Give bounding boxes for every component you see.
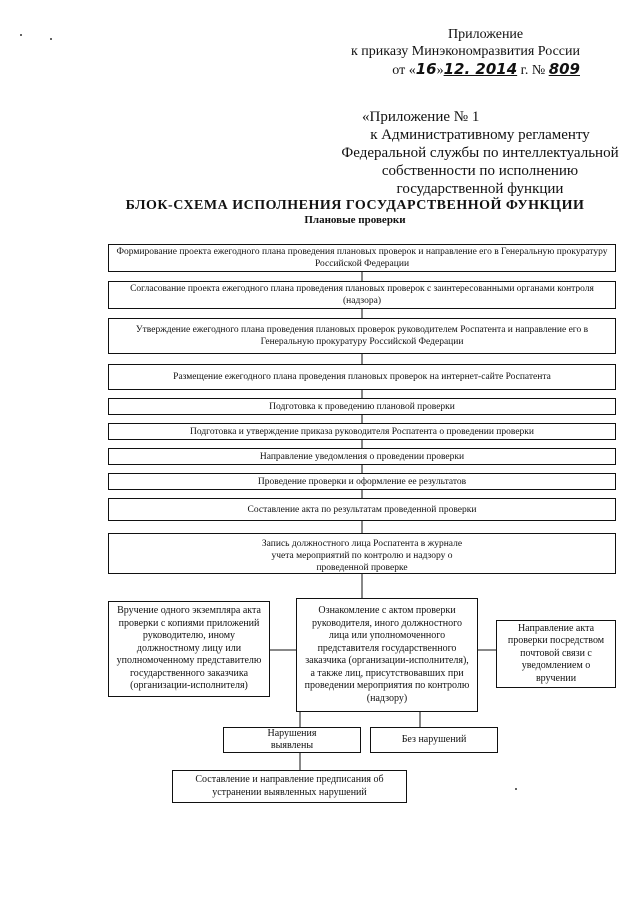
appendix-line-4: собственности по исполнению [381,163,579,179]
step-1-plan-formation: Формирование проекта ежегодного плана проведения плановых проверок и направление его в Генеральную прокуратуру Российской Федерации [108,244,616,272]
branch-left-act-delivery: Вручение одного экземпляра акта проверки с копиями приложений руководителю, иному должностному лицу или уполномоченному представителю государственного заказчика (организации-исполнителя) [108,601,270,697]
appendix-line-1: «Приложение № 1 [362,109,480,125]
appendix-line-2: к Административному регламенту [370,127,590,143]
scan-speck [515,788,517,790]
date-day: 16 [415,60,437,78]
final-step-prescription: Составление и направление предписания об устранении выявленных нарушений [172,770,407,803]
document-title: БЛОК-СХЕМА ИСПОЛНЕНИЯ ГОСУДАРСТВЕННОЙ ФУНКЦИИ [125,198,585,213]
scan-speck [20,34,22,36]
step-4-plan-publication: Размещение ежегодного плана проведения плановых проверок на интернет-сайте Роспатента [108,364,616,390]
step-3-plan-confirmation: Утверждение ежегодного плана проведения плановых проверок руководителем Роспатента и направление его в Генеральную прокуратуру Российской Федерации [108,318,616,354]
step-5-inspection-preparation: Подготовка к проведению плановой проверки [108,398,616,415]
header-line-2: к приказу Минэкономразвития России [350,44,580,59]
scan-speck [50,38,52,40]
step-2-plan-approval-with-authorities: Согласование проекта ежегодного плана проведения плановых проверок с заинтересованными органами контроля (надзора) [108,281,616,309]
step-8-conduct-inspection: Проведение проверки и оформление ее результатов [108,473,616,490]
outcome-violations-found: Нарушения выявлены [223,727,361,753]
branch-right-postal-delivery: Направление акта проверки посредством почтовой связи с уведомлением о вручении [496,620,616,688]
step-6-order-approval: Подготовка и утверждение приказа руководителя Роспатента о проведении проверки [108,423,616,440]
step-10-journal-entry: Запись должностного лица Роспатента в журнале учета мероприятий по контролю и надзору о проведенной проверке [108,533,616,574]
order-number: 809 [548,60,580,78]
step-7-notification: Направление уведомления о проведении проверки [108,448,616,465]
step-9-act-drafting: Составление акта по результатам проведенной проверки [108,498,616,521]
document-subtitle: Плановые проверки [304,214,406,226]
outcome-no-violations: Без нарушений [370,727,498,753]
header-line-1: Приложение [448,27,524,42]
date-prefix: от « [392,63,416,78]
appendix-line-5: государственной функции [396,181,564,197]
appendix-line-3: Федеральной службы по интеллектуальной [341,145,619,161]
date-suffix: г. № [517,63,546,78]
date-mid: » [436,63,444,78]
branch-center-act-familiarization: Ознакомление с актом проверки руководителя, иного должностного лица или уполномоченного представителя государственного заказчика (организации-исполнителя), а также лиц, присутствовавших при проведении мероприятия по контролю (надзору) [296,598,478,712]
date-month-year: 12. 2014 [443,60,518,78]
